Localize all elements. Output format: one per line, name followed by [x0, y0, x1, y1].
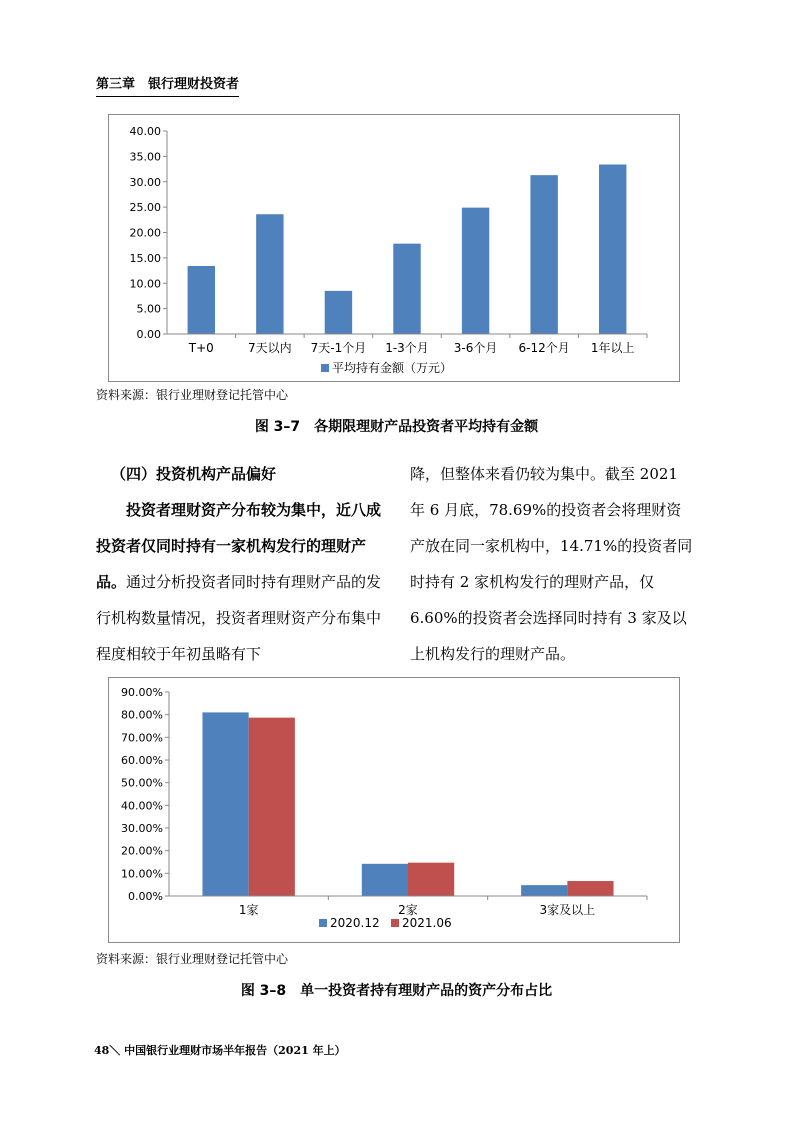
y-tick-label: 5.00 [136, 302, 161, 316]
x-tick-label: 3家及以上 [539, 903, 596, 917]
y-tick-label: 25.00 [129, 201, 161, 215]
x-tick-label: 1-3个月 [385, 341, 429, 355]
figure2-caption: 图 3–8 单一投资者持有理财产品的资产分布占比 [240, 983, 553, 999]
bar [393, 244, 420, 334]
bar [202, 712, 248, 896]
y-tick-label: 40.00 [129, 125, 161, 138]
y-tick-label: 50.00% [121, 776, 163, 790]
x-tick-label: 1年以上 [590, 341, 635, 355]
y-tick-label: 30.00% [121, 822, 163, 835]
bold-lead: 投资者理财资产分布较为集中，近八成投资者仅同时持有一家机构发行的理财产品。 [96, 501, 382, 591]
bar [462, 208, 489, 334]
x-tick-label: 3-6个月 [453, 341, 498, 355]
bar [249, 718, 295, 896]
x-tick-label: 6-12个月 [518, 341, 570, 355]
right-paragraph: 降，但整体来看仍较为集中。截至 2021 年 6 月底，78.69%的投资者会将理财资产放在同一家机构中，14.71%的投资者同时持有 2 家机构发行的理财产品，仅 6.60%的投资者会选择同时持有 3 家及以上机构发行的理财产品。 [410, 465, 693, 663]
bar [188, 266, 215, 334]
bar [530, 175, 557, 334]
y-tick-label: 15.00 [129, 251, 161, 265]
figure2-source: 资料来源：银行业理财登记托管中心 [96, 952, 289, 966]
bar [521, 885, 567, 896]
left-paragraph [96, 492, 386, 672]
y-tick-label: 0.00% [128, 890, 163, 903]
bar [599, 164, 626, 334]
legend-swatch [391, 919, 399, 927]
section-heading: （四）投资机构产品偏好 [111, 465, 277, 483]
legend-label: 平均持有金额（万元） [332, 361, 453, 375]
bar [256, 214, 283, 334]
legend-swatch [321, 364, 329, 372]
body-right-column [410, 456, 695, 672]
y-tick-label: 60.00% [121, 754, 163, 767]
chapter-header: 第三章 银行理财投资者 [96, 73, 239, 97]
figure1-caption: 图 3–7 各期限理财产品投资者平均持有金额 [254, 419, 539, 435]
left-text: 通过分析投资者同时持有理财产品的发行机构数量情况，投资者理财资产分布集中程度相较于年初虽略有下 [96, 573, 382, 663]
x-tick-label: 7天以内 [248, 341, 292, 355]
chart1-frame [108, 114, 680, 382]
y-tick-label: 10.00 [129, 277, 161, 291]
legend-label: 2020.12 [330, 916, 380, 930]
figure1-source: 资料来源：银行业理财登记托管中心 [96, 388, 289, 402]
y-tick-label: 90.00% [121, 686, 163, 699]
y-tick-label: 70.00% [121, 731, 163, 745]
bar [408, 863, 454, 896]
bar [362, 864, 408, 896]
y-tick-label: 30.00 [129, 175, 161, 189]
y-tick-label: 20.00 [129, 226, 161, 240]
x-tick-label: T+0 [188, 341, 214, 355]
y-tick-label: 10.00% [121, 867, 163, 881]
bar [325, 291, 352, 334]
x-tick-label: 1家 [238, 903, 259, 917]
bar [567, 881, 613, 896]
legend-swatch [319, 919, 327, 927]
y-tick-label: 20.00% [121, 844, 163, 858]
body-left-column [96, 456, 386, 672]
y-tick-label: 40.00% [121, 799, 163, 813]
x-tick-label: 7天-1个月 [310, 341, 367, 355]
legend-label: 2021.06 [402, 916, 452, 930]
chart2-svg [109, 678, 679, 942]
chart1-svg [109, 115, 679, 381]
page-footer: 48＼ 中国银行业理财市场半年报告（2021 年上） [94, 1044, 346, 1057]
y-tick-label: 35.00 [129, 150, 161, 164]
y-tick-label: 0.00 [136, 328, 161, 341]
y-tick-label: 80.00% [121, 708, 163, 722]
chart2-frame [108, 677, 680, 943]
x-tick-label: 2家 [398, 903, 418, 917]
